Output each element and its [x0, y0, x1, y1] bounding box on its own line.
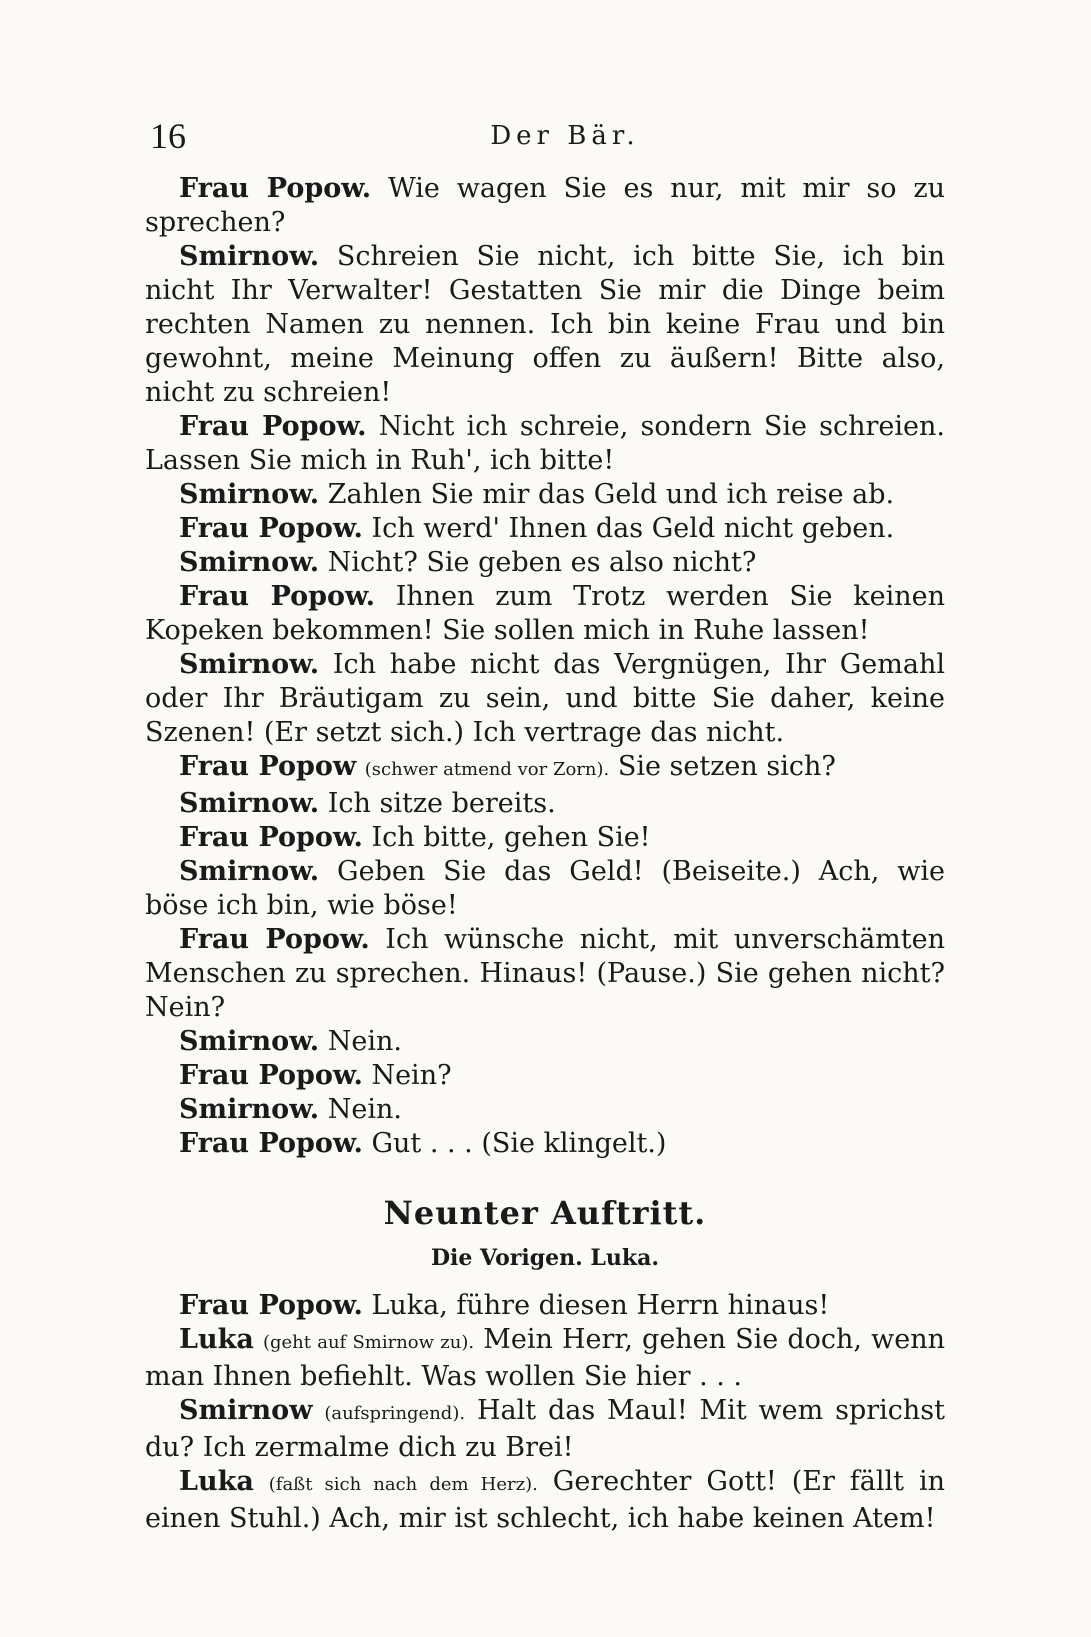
running-title: Der Bär.: [490, 121, 640, 151]
page-number: 16: [150, 116, 186, 156]
line-text: Nicht ich schreie, sondern Sie schreien. Lassen Sie mich in Ruh', ich bitte!: [145, 411, 945, 476]
stage-direction: (schwer atmend vor Zorn).: [364, 759, 610, 780]
speaker-name: Frau Popow.: [179, 513, 363, 544]
line-text: Nicht? Sie geben es also nicht?: [327, 547, 757, 578]
speaker-name: Smirnow.: [179, 479, 320, 510]
speaker-name: Smirnow.: [179, 788, 320, 819]
page-header: [150, 116, 980, 156]
speaker-name: Frau Popow.: [179, 924, 370, 955]
dialogue-line: [145, 923, 945, 1025]
line-text: Halt das Maul! Mit wem sprichst du? Ich zermalme dich zu Brei!: [145, 1395, 945, 1463]
line-text: Ich habe nicht das Vergnügen, Ihr Gemahl oder Ihr Bräutigam zu sein, und bitte Sie daher, keine Szenen! (Er setzt sich.) Ich vertrage das nicht.: [145, 649, 945, 748]
dialogue-line: [145, 787, 945, 821]
speaker-name: Luka: [179, 1466, 254, 1497]
dialogue-line: [145, 240, 945, 410]
dialogue-line: [145, 1323, 945, 1394]
line-text: Ich werd' Ihnen das Geld nicht geben.: [371, 513, 895, 544]
line-text: Schreien Sie nicht, ich bitte Sie, ich bin nicht Ihr Verwalter! Gestatten Sie mir die Dinge beim rechten Namen zu nennen. Ich bin keine Frau und bin gewohnt, meine Meinung offen zu äußern! Bitte also, nicht zu schreien!: [145, 241, 945, 408]
dialogue-line: [145, 821, 945, 855]
line-text: Wie wagen Sie es nur, mit mir so zu sprechen?: [145, 173, 945, 238]
scene-characters: Die Vorigen. Luka.: [430, 1245, 660, 1271]
stage-direction: (geht auf Smirnow zu).: [262, 1332, 475, 1353]
line-text: Ich bitte, gehen Sie!: [371, 822, 651, 853]
speaker-name: Luka: [179, 1324, 254, 1355]
speaker-name: Smirnow.: [179, 1094, 320, 1125]
line-text: Mein Herr, gehen Sie doch, wenn man Ihnen befiehlt. Was wollen Sie hier . . .: [145, 1324, 945, 1392]
line-text: Zahlen Sie mir das Geld und ich reise ab.: [327, 479, 895, 510]
dialogue-line: [145, 855, 945, 923]
speaker-name: Frau Popow.: [179, 822, 363, 853]
dialogue-line: [145, 172, 945, 240]
dialogue-line: [145, 580, 945, 648]
stage-direction: (faßt sich nach dem Herz).: [268, 1474, 538, 1495]
line-text: Geben Sie das Geld! (Beiseite.) Ach, wie böse ich bin, wie böse!: [145, 856, 945, 921]
scene-8-dialogue: [145, 172, 945, 1161]
dialogue-line: [145, 1059, 945, 1093]
speaker-name: Frau Popow.: [179, 1290, 363, 1321]
line-text: Gerechter Gott! (Er fällt in einen Stuhl.) Ach, mir ist schlecht, ich habe keinen Atem!: [145, 1466, 945, 1534]
speaker-name: Frau Popow.: [179, 1060, 363, 1091]
line-text: Ich wünsche nicht, mit unverschämten Menschen zu sprechen. Hinaus! (Pause.) Sie gehen nicht? Nein?: [145, 924, 945, 1023]
speaker-name: Smirnow: [179, 1395, 313, 1426]
dialogue-line: [145, 1289, 945, 1323]
line-text: Ihnen zum Trotz werden Sie keinen Kopeken bekommen! Sie sollen mich in Ruhe lassen!: [145, 581, 945, 646]
speaker-name: Smirnow.: [179, 241, 320, 272]
line-text: Luka, führe diesen Herrn hinaus!: [371, 1290, 830, 1321]
line-text: Nein.: [327, 1026, 402, 1057]
speaker-name: Frau Popow.: [179, 173, 372, 204]
line-text: Sie setzen sich?: [617, 751, 836, 782]
speaker-name: Smirnow.: [179, 547, 320, 578]
dialogue-line: [145, 478, 945, 512]
line-text: Gut . . . (Sie klingelt.): [371, 1128, 667, 1159]
speaker-name: Frau Popow.: [179, 1128, 363, 1159]
dialogue-line: [145, 410, 945, 478]
dialogue-line: [145, 1025, 945, 1059]
speaker-name: Frau Popow.: [179, 411, 367, 442]
speaker-name: Frau Popow.: [179, 581, 375, 612]
scene-heading: Neunter Auftritt.: [383, 1194, 707, 1232]
dialogue-line: [145, 546, 945, 580]
dialogue-line: [145, 648, 945, 750]
dialogue-line: [145, 1465, 945, 1536]
speaker-name: Smirnow.: [179, 856, 320, 887]
dialogue-line: [145, 1394, 945, 1465]
dialogue-line: [145, 512, 945, 546]
speaker-name: Smirnow.: [179, 649, 320, 680]
dialogue-line: [145, 1093, 945, 1127]
speaker-name: Frau Popow: [179, 751, 357, 782]
speaker-name: Smirnow.: [179, 1026, 320, 1057]
stage-direction: (aufspringend).: [324, 1403, 466, 1424]
dialogue-text: [145, 172, 945, 1536]
dialogue-line: [145, 1127, 945, 1161]
line-text: Nein.: [327, 1094, 402, 1125]
line-text: Nein?: [371, 1060, 452, 1091]
scene-9-dialogue: [145, 1289, 945, 1536]
line-text: Ich sitze bereits.: [327, 788, 556, 819]
dialogue-line: [145, 750, 945, 787]
